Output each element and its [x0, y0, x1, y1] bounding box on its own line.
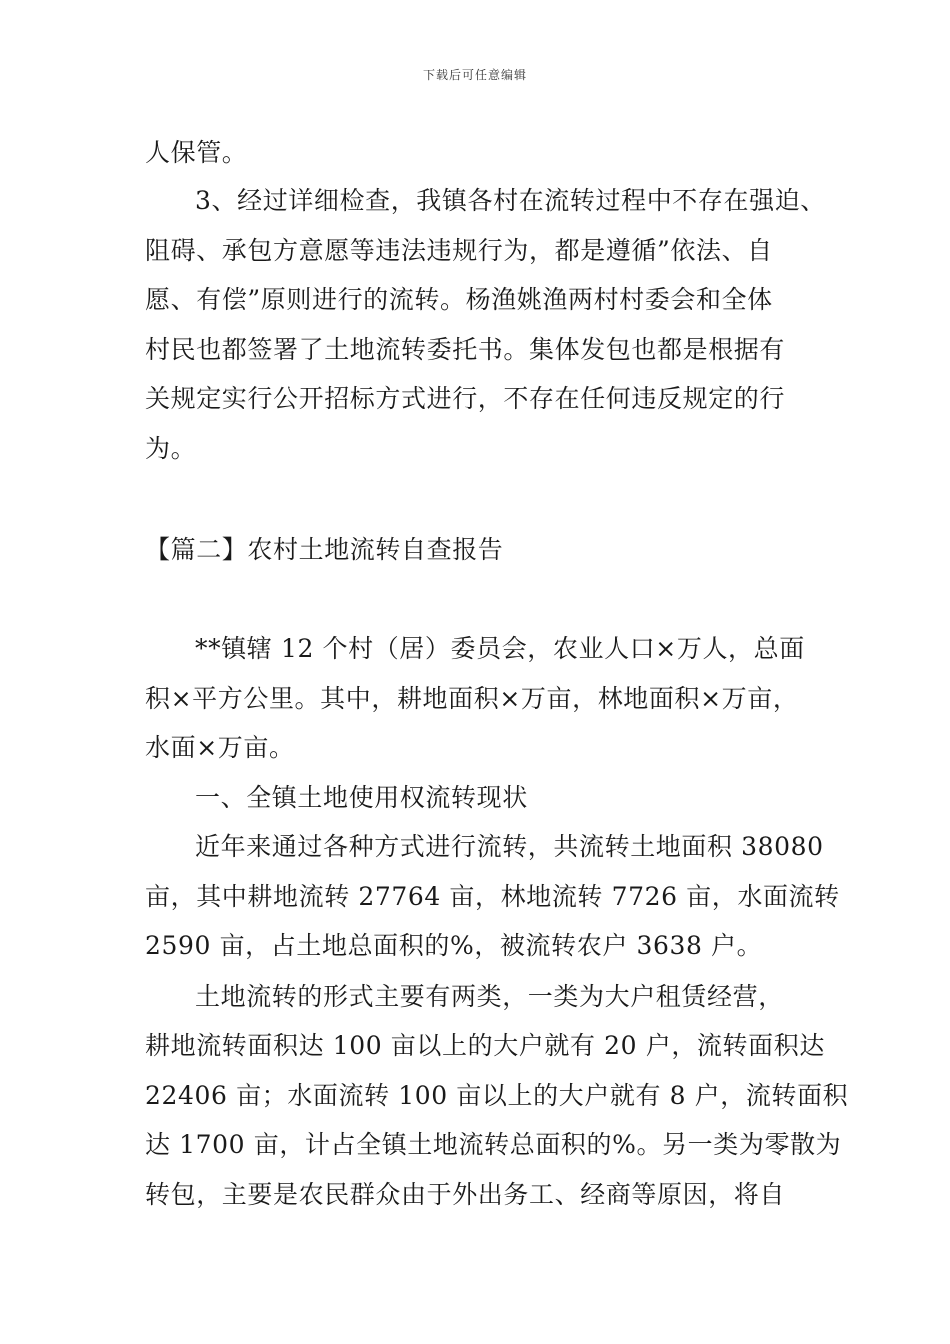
paragraph-line: 积×平方公里。其中，耕地面积×万亩，林地面积×万亩， [145, 684, 799, 713]
subheading: 一、全镇土地使用权流转现状 [195, 783, 528, 812]
paragraph-line: 愿、有偿”原则进行的流转。杨渔姚渔两村村委会和全体 [145, 285, 773, 314]
paragraph-line: 22406 亩；水面流转 100 亩以上的大户就有 8 户，流转面积 [145, 1081, 849, 1110]
paragraph-line: 2590 亩，占土地总面积的%，被流转农户 3638 户。 [145, 931, 763, 960]
paragraph-line: 转包，主要是农民群众由于外出务工、经商等原因，将自 [145, 1180, 786, 1209]
paragraph-line: 村民也都签署了土地流转委托书。集体发包也都是根据有 [145, 335, 786, 364]
paragraph-line: **镇辖 12 个村（居）委员会，农业人口×万人，总面 [195, 634, 805, 663]
paragraph-line: 耕地流转面积达 100 亩以上的大户就有 20 户，流转面积达 [145, 1031, 825, 1060]
paragraph-line: 土地流转的形式主要有两类，一类为大户租赁经营， [195, 982, 784, 1011]
paragraph-line: 为。 [145, 434, 197, 463]
paragraph-line: 亩，其中耕地流转 27764 亩，林地流转 7726 亩，水面流转 [145, 882, 840, 911]
paragraph-line: 阻碍、承包方意愿等违法违规行为，都是遵循”依法、自 [145, 236, 773, 265]
paragraph-line: 关规定实行公开招标方式进行，不存在任何违反规定的行 [145, 384, 786, 413]
paragraph-line: 近年来通过各种方式进行流转，共流转土地面积 38080 [195, 832, 824, 861]
paragraph-line: 人保管。 [145, 138, 248, 167]
paragraph-line: 达 1700 亩，计占全镇土地流转总面积的%。另一类为零散为 [145, 1130, 842, 1159]
page-header: 下载后可任意编辑 [422, 68, 527, 82]
paragraph-line: 水面×万亩。 [145, 733, 295, 762]
paragraph-line: 3、经过详细检查，我镇各村在流转过程中不存在强迫、 [195, 186, 826, 215]
section-heading: 【篇二】农村土地流转自查报告 [145, 535, 504, 564]
